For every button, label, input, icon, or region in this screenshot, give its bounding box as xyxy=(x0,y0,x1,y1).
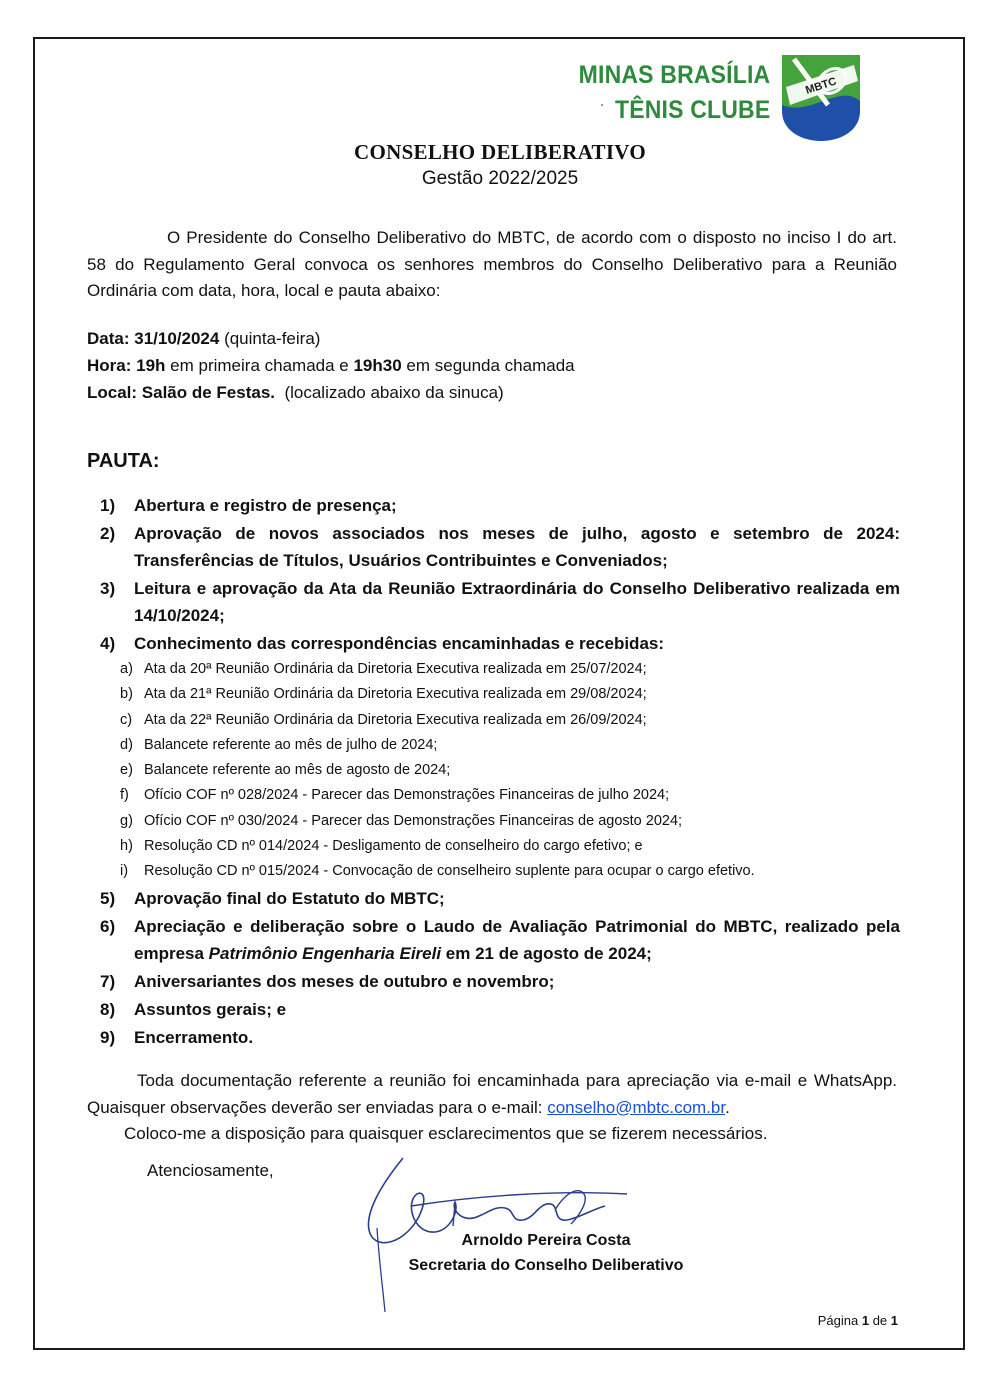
scan-speck xyxy=(601,104,603,106)
subitem: d) Balancete referente ao mês de julho de 2024; xyxy=(120,736,438,753)
agenda-list xyxy=(100,492,900,1051)
meeting-place: Local: Salão de Festas. (localizado abaixo da sinuca) xyxy=(87,383,504,402)
logo-line-2: TÊNIS CLUBE xyxy=(614,96,770,124)
closing-paragraph-2: Coloco-me a disposição para quaisquer esclarecimentos que se fizerem necessários. xyxy=(124,1124,768,1143)
agenda-item: 1) Abertura e registro de presença; xyxy=(100,496,397,515)
document-subtitle: Gestão 2022/2025 xyxy=(421,168,579,189)
subitem: b) Ata da 21ª Reunião Ordinária da Diretoria Executiva realizada em 29/08/2024; xyxy=(120,686,647,703)
meeting-time: Hora: 19h em primeira chamada e 19h30 em segunda chamada xyxy=(87,356,575,375)
agenda-item: 3) Leitura e aprovação da Ata da Reunião Extraordinária do Conselho Deliberativo realizada em 14/10/2024; xyxy=(100,579,900,625)
subitem: a) Ata da 20ª Reunião Ordinária da Diretoria Executiva realizada em 25/07/2024; xyxy=(120,661,647,677)
agenda-item: 5) Aprovação final do Estatuto do MBTC; xyxy=(100,888,445,908)
signatory-name: Arnoldo Pereira Costa xyxy=(461,1232,631,1249)
page-number: Página 1 de 1 xyxy=(817,1313,898,1328)
meeting-details xyxy=(87,326,897,407)
subitem: c) Ata da 22ª Reunião Ordinária da Diretoria Executiva realizada em 26/09/2024; xyxy=(120,711,647,728)
email-link[interactable]: conselho@mbtc.com.br xyxy=(547,1097,726,1117)
agenda-title: PAUTA: xyxy=(87,450,160,472)
signatory xyxy=(0,1228,1000,1278)
subitem: e) Balancete referente ao mês de agosto de 2024; xyxy=(120,762,451,779)
club-shield-logo xyxy=(780,53,862,143)
subitem: h) Resolução CD nº 014/2024 - Desligamento de conselheiro do cargo efetivo; e xyxy=(120,838,643,855)
subitem: i) Resolução CD nº 015/2024 - Convocação de conselheiro suplente para ocupar o cargo efetivo. xyxy=(120,863,755,880)
document-title: CONSELHO DELIBERATIVO xyxy=(354,140,646,164)
logo-emblem-text: MBTC xyxy=(804,75,839,97)
closing-paragraph-1: Toda documentação referente a reunião foi encaminhada para apreciação via e-mail e WhatsApp. Quaisquer observações deverão ser enviadas para o e-mail: conselho@mbtc.com.br. xyxy=(87,1071,897,1117)
greeting: Atenciosamente, xyxy=(147,1161,274,1180)
club-logo-text xyxy=(578,58,770,128)
company-name: Patrimônio Engenharia Eireli xyxy=(208,943,442,963)
meeting-date: Data: 31/10/2024 (quinta-feira) xyxy=(87,329,321,348)
agenda-item: 6) Apreciação e deliberação sobre o Laudo de Avaliação Patrimonial do MBTC, realizado pela empresa Patrimônio Engenharia Eireli em 21 de agosto de 2024; xyxy=(100,916,900,963)
intro-paragraph: O Presidente do Conselho Deliberativo do MBTC, de acordo com o disposto no inciso I do art. 58 do Regulamento Geral convoca os senhores membros do Conselho Deliberativo para a Reunião Ordinária com data, hora, local e pauta abaixo: xyxy=(87,228,897,300)
signatory-role: Secretaria do Conselho Deliberativo xyxy=(408,1257,684,1274)
agenda-subitems xyxy=(100,657,900,885)
logo-line-1: MINAS BRASÍLIA xyxy=(578,61,770,89)
agenda-item: 7) Aniversariantes dos meses de outubro e novembro; xyxy=(100,971,555,991)
closing-paragraphs xyxy=(87,1068,897,1148)
agenda-item: 4) Conhecimento das correspondências encaminhadas e recebidas: xyxy=(100,634,665,653)
subitem: g) Ofício COF nº 030/2024 - Parecer das Demonstrações Financeiras de agosto 2024; xyxy=(120,812,683,829)
agenda-item: 8) Assuntos gerais; e xyxy=(100,999,287,1019)
agenda-item: 9) Encerramento. xyxy=(100,1027,254,1047)
agenda-item: 2) Aprovação de novos associados nos meses de julho, agosto e setembro de 2024: Transferências de Títulos, Usuários Contribuintes e Conveniados; xyxy=(100,524,900,570)
subitem: f) Ofício COF nº 028/2024 - Parecer das Demonstrações Financeiras de julho 2024; xyxy=(120,787,670,804)
